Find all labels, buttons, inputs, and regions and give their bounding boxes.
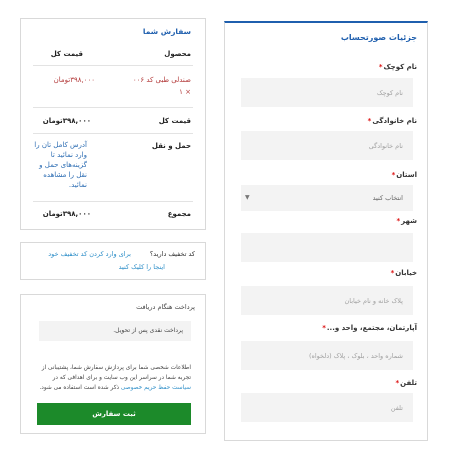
privacy-notice: اطلاعات شخصی شما برای پردازش سفارش شما، پشتیبانی از تجربه شما در سراسر این وب سایت و برای اهدافی که در سیاست حفظ حریم خصوصی ذکر شده است استفاده می شود. <box>39 365 191 391</box>
product-column-header: محصول <box>164 50 191 58</box>
street-input[interactable] <box>241 286 413 315</box>
last-name-label: نام خانوادگی* <box>367 117 417 125</box>
first-name-input[interactable] <box>241 78 413 107</box>
chevron-down-icon: ▼ <box>245 194 250 201</box>
privacy-policy-link[interactable]: سیاست حفظ حریم خصوصی <box>120 385 191 391</box>
apartment-label: آپارتمان، مجتمع، واحد و...* <box>322 324 417 332</box>
phone-input[interactable] <box>241 393 413 422</box>
payment-method-description: پرداخت نقدی پس از تحویل. <box>39 321 191 341</box>
item-price: ۳۹۸,۰۰۰تومان <box>53 76 95 84</box>
item-name: صندلی طبی کد ۰۰۶ <box>132 76 191 84</box>
coupon-link-line1[interactable]: برای وارد کردن کد تخفیف خود <box>48 250 131 258</box>
item-quantity: × ۱ <box>179 88 191 96</box>
billing-title: جزئیات صورتحساب <box>340 33 417 42</box>
city-label: شهر* <box>396 217 417 225</box>
province-select-value: انتخاب کنید <box>372 194 403 202</box>
payment-method-title[interactable]: پرداخت هنگام دریافت <box>136 303 195 311</box>
apartment-input[interactable] <box>241 341 413 370</box>
province-label: استان* <box>391 171 417 179</box>
subtotal-label: قیمت کل <box>158 117 191 125</box>
place-order-button[interactable]: ثبت سفارش <box>37 403 191 425</box>
shipping-label: حمل و نقل <box>151 142 191 150</box>
coupon-notice <box>20 242 206 280</box>
coupon-link[interactable]: اینجا را کلیک کنید <box>118 263 165 271</box>
total-value: ۳۹۸,۰۰۰تومان <box>42 210 91 218</box>
subtotal-value: ۳۹۸,۰۰۰تومان <box>42 117 91 125</box>
billing-details-panel <box>224 21 428 441</box>
order-summary-panel <box>20 18 206 230</box>
province-select[interactable] <box>241 185 413 211</box>
shipping-note: آدرس کامل تان را وارد نمائید تا گزینه‌های حمل و نقل را مشاهده نمائید. <box>34 141 87 189</box>
coupon-question: کد تخفیف دارید؟ <box>149 250 195 258</box>
street-label: خیابان* <box>390 269 417 277</box>
total-label: مجموع <box>167 210 191 218</box>
payment-panel <box>20 294 206 434</box>
total-column-header: قیمت کل <box>50 50 83 58</box>
order-summary-title: سفارش شما <box>142 27 191 36</box>
phone-label: تلفن* <box>395 379 417 387</box>
city-input[interactable] <box>241 233 413 262</box>
last-name-input[interactable] <box>241 131 413 160</box>
first-name-label: نام کوچک* <box>378 63 417 71</box>
